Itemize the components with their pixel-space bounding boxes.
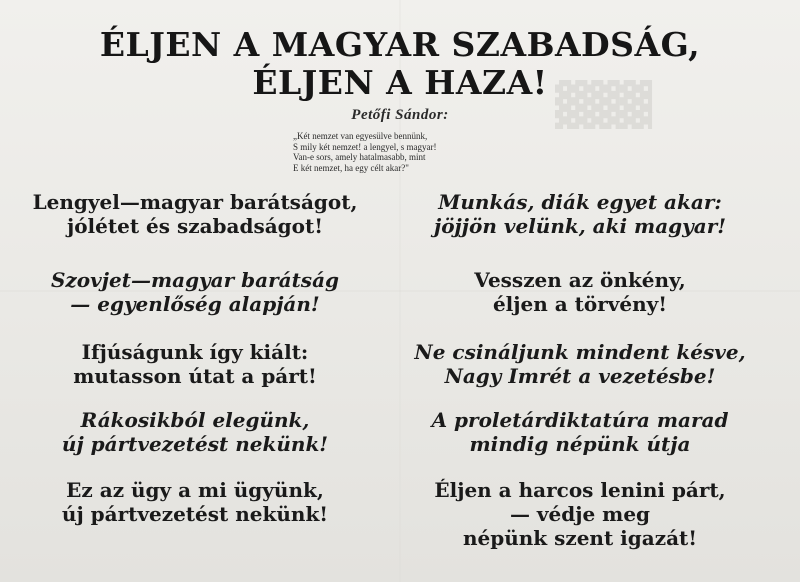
poem-quote [293, 131, 493, 173]
slogan [0, 340, 390, 388]
slogan [385, 190, 775, 238]
slogan-line: Lengyel—magyar barátságot, [32, 190, 358, 214]
poem-line: S mily két nemzet! a lengyel, s magyar! [293, 141, 437, 152]
poem-author: Petőfi Sándor: [351, 107, 449, 123]
bleed-through-text: ▓▓▓ [555, 80, 652, 129]
poem-line: E két nemzet, ha egy célt akar?" [293, 162, 409, 173]
slogan-line: Szovjet—magyar barátság [50, 268, 340, 292]
headline-line-2: ÉLJEN A HAZA! [252, 63, 548, 102]
slogan-line: Ez az ügy a mi ügyünk, [66, 478, 324, 502]
slogan-line: — védje meg [509, 502, 651, 526]
headline-line-1: ÉLJEN A MAGYAR SZABADSÁG, [99, 25, 701, 64]
slogan-line: mutasson útat a párt! [73, 364, 317, 388]
slogan-line: Ifjúságunk így kiált: [81, 340, 309, 364]
slogan [385, 408, 775, 456]
slogan-line: Éljen a harcos lenini párt, [434, 478, 726, 502]
slogan-line: új pártvezetést nekünk! [61, 502, 329, 526]
slogan [385, 268, 775, 316]
slogan-line: — egyenlőség alapján! [70, 292, 320, 316]
headline [0, 26, 800, 102]
slogan-line: Munkás, diák egyet akar: [438, 190, 722, 214]
slogan-line: Ne csináljunk mindent késve, [414, 340, 746, 364]
slogan [0, 268, 390, 316]
slogan [385, 340, 775, 388]
slogan-line: Rákosikból elegünk, [80, 408, 310, 432]
slogan [0, 190, 390, 238]
poem-line: „Két nemzet van egyesülve bennünk, [293, 131, 428, 141]
slogan [385, 478, 775, 550]
slogan-line: mindig népünk útja [469, 432, 691, 456]
slogan-line: éljen a törvény! [492, 292, 668, 316]
slogan [0, 408, 390, 456]
slogan-line: jólétet és szabadságot! [66, 214, 324, 238]
poem-line: Van-e sors, amely hatalmasabb, mint [293, 152, 426, 162]
slogan-line: A proletárdiktatúra marad [431, 408, 729, 432]
slogan-line: népünk szent igazát! [462, 526, 698, 550]
slogan-line: Nagy Imrét a vezetésbe! [444, 364, 716, 388]
slogan [0, 478, 390, 526]
slogan-line: új pártvezetést nekünk! [61, 432, 329, 456]
slogan-line: jöjjön velünk, aki magyar! [433, 214, 727, 238]
slogan-line: Vesszen az önkény, [474, 268, 686, 292]
